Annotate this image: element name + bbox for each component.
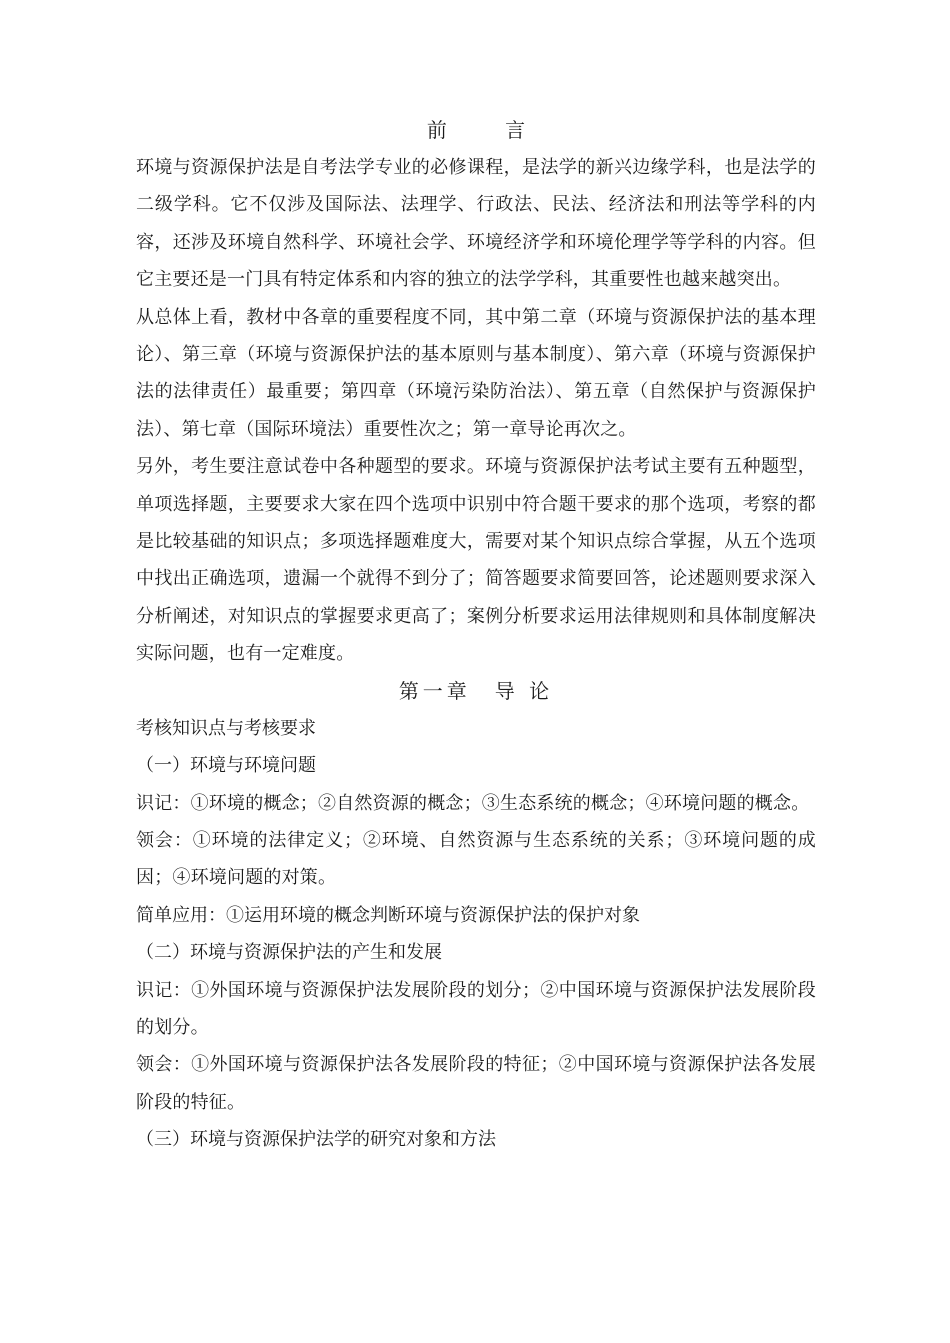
section-2-memorize: 识记：①外国环境与资源保护法发展阶段的划分；②中国环境与资源保护法发展阶段的划分。 xyxy=(136,979,816,1038)
preface-paragraph-1: 环境与资源保护法是自考法学专业的必修课程，是法学的新兴边缘学科，也是法学的二级学科。它不仅涉及国际法、法理学、行政法、民法、经济法和刑法等学科的内容，还涉及环境自然科学、环境社会学、环境经济学和环境伦理学等学科的内容。但它主要还是一门具有特定体系和内容的独立的法学学科，其重要性也越来越突出。 xyxy=(136,157,816,291)
chapter-subtitle: 考核知识点与考核要求 xyxy=(136,717,316,739)
section-1-memorize: 识记：①环境的概念；②自然资源的概念；③生态系统的概念；④环境问题的概念。 xyxy=(136,792,810,814)
section-2-title: （二）环境与资源保护法的产生和发展 xyxy=(136,942,442,964)
section-1-title: （一）环境与环境问题 xyxy=(136,755,316,777)
chapter-title: 第一章 导 论 xyxy=(398,678,554,703)
document-page xyxy=(136,112,816,1159)
preface-paragraph-3: 另外，考生要注意试卷中各种题型的要求。环境与资源保护法考试主要有五种题型，单项选择题，主要要求大家在四个选项中识别中符合题干要求的那个选项，考察的都是比较基础的知识点；多项选择题难度大，需要对某个知识点综合掌握，从五个选项中找出正确选项，遗漏一个就得不到分了；简答题要求简要回答，论述题则要求深入分析阐述，对知识点的掌握要求更高了；案例分析要求运用法律规则和具体制度解决实际问题，也有一定难度。 xyxy=(136,456,816,665)
section-3-title: （三）环境与资源保护法学的研究对象和方法 xyxy=(136,1129,496,1151)
preface-paragraph-2: 从总体上看，教材中各章的重要程度不同，其中第二章（环境与资源保护法的基本理论）、第三章（环境与资源保护法的基本原则与基本制度）、第六章（环境与资源保护法的法律责任）最重要；第四章（环境污染防治法）、第五章（自然保护与资源保护法）、第七章（国际环境法）重要性次之；第一章导论再次之。 xyxy=(136,306,816,440)
section-1-apply: 简单应用：①运用环境的概念判断环境与资源保护法的保护对象 xyxy=(136,904,640,926)
section-2-comprehend: 领会：①外国环境与资源保护法各发展阶段的特征；②中国环境与资源保护法各发展阶段的特征。 xyxy=(136,1054,816,1113)
section-1-comprehend: 领会：①环境的法律定义；②环境、自然资源与生态系统的关系；③环境问题的成因；④环境问题的对策。 xyxy=(136,829,816,889)
preface-title: 前 言 xyxy=(426,118,552,142)
